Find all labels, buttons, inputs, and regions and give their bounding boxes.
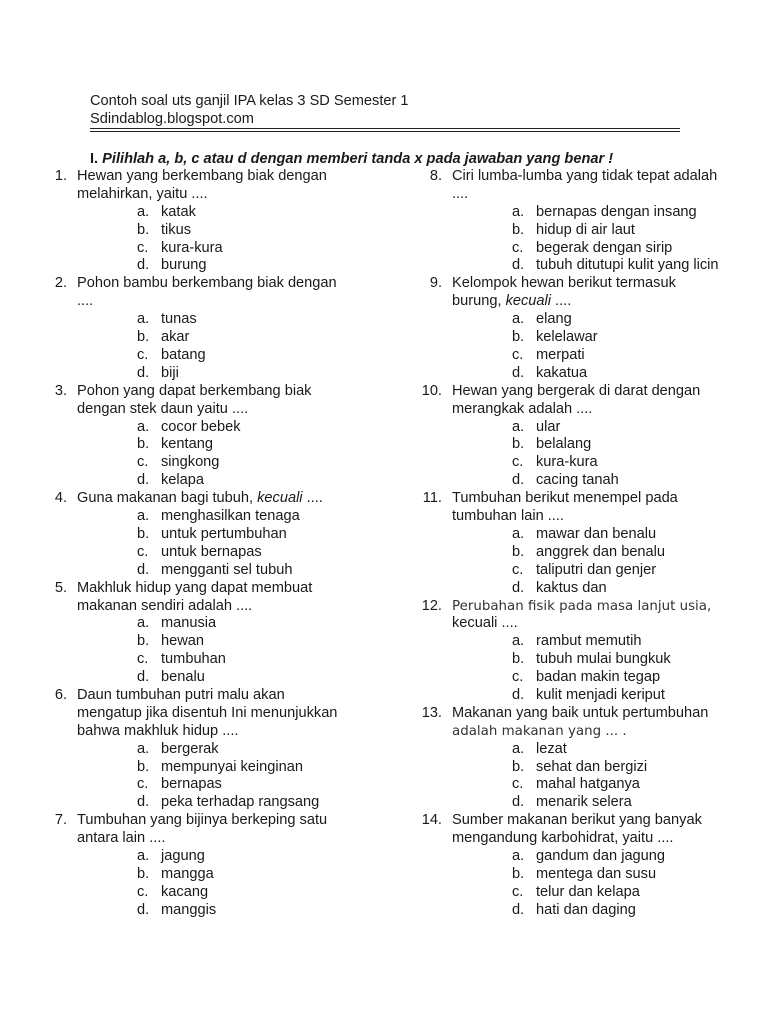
option-text: kaktus dan bbox=[536, 579, 607, 596]
option-text: ular bbox=[536, 418, 561, 435]
option-text: gandum dan jagung bbox=[536, 848, 666, 865]
question-number: 2. bbox=[54, 275, 67, 292]
option-text: tubuh mulai bungkuk bbox=[536, 651, 671, 668]
option-b[interactable] bbox=[77, 436, 385, 454]
option-text: sehat dan bergizi bbox=[536, 758, 648, 775]
option-text: manggis bbox=[161, 901, 217, 918]
option-b[interactable] bbox=[452, 651, 745, 669]
question-text: mengandung karbohidrat, yaitu .... bbox=[452, 830, 674, 847]
option-d[interactable] bbox=[77, 562, 385, 580]
option-c[interactable] bbox=[77, 776, 385, 794]
option-a[interactable] bbox=[452, 311, 745, 329]
option-text: tumbuhan bbox=[161, 651, 226, 668]
question-text: kecuali .... bbox=[452, 615, 518, 632]
option-a[interactable] bbox=[77, 419, 385, 437]
option-text: tubuh ditutupi kulit yang licin bbox=[536, 257, 719, 274]
option-letter: a. bbox=[512, 311, 525, 328]
question-7 bbox=[40, 812, 385, 919]
option-letter: a. bbox=[137, 615, 150, 632]
option-b[interactable] bbox=[77, 759, 385, 777]
option-letter: d. bbox=[137, 669, 150, 686]
question-number: 4. bbox=[54, 490, 67, 507]
option-text: elang bbox=[536, 311, 572, 328]
option-text: untuk bernapas bbox=[161, 543, 262, 560]
questions-column-left bbox=[40, 168, 385, 920]
option-letter: b. bbox=[137, 758, 150, 775]
question-number: 5. bbox=[54, 579, 67, 596]
option-letter: d. bbox=[512, 579, 525, 596]
question-4 bbox=[40, 490, 385, 579]
option-letter: c. bbox=[512, 346, 524, 363]
question-text: dengan stek daun yaitu .... bbox=[77, 400, 249, 417]
option-letter: a. bbox=[137, 508, 150, 525]
section-number: I. bbox=[90, 151, 99, 167]
question-text: Pohon bambu berkembang biak dengan bbox=[77, 275, 337, 292]
question-text: Makhluk hidup yang dapat membuat bbox=[77, 579, 313, 596]
option-letter: a. bbox=[137, 203, 150, 220]
option-letter: c. bbox=[512, 883, 524, 900]
option-list bbox=[77, 311, 385, 383]
question-text: Sumber makanan berikut yang banyak bbox=[452, 812, 702, 829]
option-a[interactable] bbox=[77, 848, 385, 866]
option-letter: b. bbox=[137, 633, 150, 650]
option-d[interactable] bbox=[452, 687, 745, 705]
option-list bbox=[452, 526, 745, 598]
option-text: kacang bbox=[161, 883, 209, 900]
option-text: manusia bbox=[161, 615, 217, 632]
option-letter: b. bbox=[512, 651, 525, 668]
option-text: peka terhadap rangsang bbox=[161, 794, 320, 811]
question-11 bbox=[415, 490, 745, 597]
option-b[interactable] bbox=[77, 526, 385, 544]
option-a[interactable] bbox=[452, 419, 745, 437]
option-list bbox=[77, 204, 385, 276]
option-letter: a. bbox=[137, 848, 150, 865]
option-text: hati dan daging bbox=[536, 901, 636, 918]
option-a[interactable] bbox=[77, 311, 385, 329]
option-b[interactable] bbox=[77, 329, 385, 347]
option-b[interactable] bbox=[452, 544, 745, 562]
option-text: hidup di air laut bbox=[536, 221, 635, 238]
option-text: untuk pertumbuhan bbox=[161, 525, 287, 542]
option-letter: b. bbox=[137, 525, 150, 542]
option-letter: c. bbox=[512, 239, 524, 256]
option-letter: d. bbox=[137, 901, 150, 918]
question-text: makanan sendiri adalah .... bbox=[77, 597, 253, 614]
question-text: .... bbox=[77, 293, 94, 310]
option-d[interactable] bbox=[77, 794, 385, 812]
option-letter: a. bbox=[512, 203, 525, 220]
question-6 bbox=[40, 687, 385, 812]
option-list bbox=[452, 311, 745, 383]
option-c[interactable] bbox=[452, 669, 745, 687]
option-letter: d. bbox=[512, 472, 525, 489]
question-text: Kelompok hewan berikut termasuk bbox=[452, 275, 676, 292]
option-d[interactable] bbox=[452, 257, 745, 275]
question-number: 6. bbox=[54, 686, 67, 703]
option-letter: c. bbox=[137, 239, 149, 256]
option-text: akar bbox=[161, 329, 190, 346]
question-number: 8. bbox=[429, 168, 442, 184]
option-c[interactable] bbox=[452, 240, 745, 258]
option-text: rambut memutih bbox=[536, 633, 642, 650]
option-text: bernapas dengan insang bbox=[536, 203, 697, 220]
question-text: antara lain .... bbox=[77, 830, 166, 847]
option-d[interactable] bbox=[452, 472, 745, 490]
option-text: batang bbox=[161, 346, 206, 363]
question-number: 7. bbox=[54, 812, 67, 829]
option-letter: d. bbox=[137, 794, 150, 811]
document-header bbox=[90, 92, 690, 128]
document-title: Contoh soal uts ganjil IPA kelas 3 SD Semester 1 bbox=[90, 93, 409, 109]
option-letter: d. bbox=[137, 257, 150, 274]
header-divider-thin bbox=[90, 128, 680, 129]
question-text: Hewan yang bergerak di darat dengan bbox=[452, 382, 701, 399]
option-list bbox=[452, 741, 745, 813]
option-text: benalu bbox=[161, 669, 205, 686]
option-c[interactable] bbox=[452, 454, 745, 472]
option-letter: c. bbox=[512, 776, 524, 793]
question-14 bbox=[415, 812, 745, 919]
option-d[interactable] bbox=[452, 794, 745, 812]
option-b[interactable] bbox=[452, 866, 745, 884]
option-letter: a. bbox=[137, 311, 150, 328]
question-2 bbox=[40, 275, 385, 382]
question-1 bbox=[40, 168, 385, 275]
option-a[interactable] bbox=[77, 508, 385, 526]
option-letter: a. bbox=[137, 740, 150, 757]
option-letter: d. bbox=[137, 472, 150, 489]
option-letter: b. bbox=[512, 436, 525, 453]
option-letter: d. bbox=[512, 257, 525, 274]
option-c[interactable] bbox=[77, 651, 385, 669]
option-text: kulit menjadi keriput bbox=[536, 686, 665, 703]
option-a[interactable] bbox=[77, 204, 385, 222]
option-text: telur dan kelapa bbox=[536, 883, 640, 900]
option-text: lezat bbox=[536, 740, 567, 757]
question-text: Hewan yang berkembang biak dengan bbox=[77, 168, 327, 184]
question-number: 3. bbox=[54, 382, 67, 399]
question-text-part: .... bbox=[551, 293, 572, 310]
option-letter: a. bbox=[512, 740, 525, 757]
option-letter: d. bbox=[137, 364, 150, 381]
option-text: kentang bbox=[161, 436, 213, 453]
option-a[interactable] bbox=[77, 741, 385, 759]
question-13 bbox=[415, 705, 745, 812]
option-letter: c. bbox=[137, 543, 149, 560]
question-5 bbox=[40, 580, 385, 687]
option-text: kura-kura bbox=[161, 239, 223, 256]
option-d[interactable] bbox=[77, 902, 385, 920]
section-instruction bbox=[90, 150, 650, 168]
option-list bbox=[452, 633, 745, 705]
option-a[interactable] bbox=[452, 204, 745, 222]
question-number: 12. bbox=[421, 597, 442, 614]
question-text bbox=[452, 293, 745, 311]
option-c[interactable] bbox=[77, 347, 385, 365]
option-text: cocor bebek bbox=[161, 418, 241, 435]
header-divider-thick bbox=[90, 131, 680, 132]
questions-column-right bbox=[415, 168, 745, 920]
option-list bbox=[77, 615, 385, 687]
site-name: Sdindablog.blogspot.com bbox=[90, 111, 254, 127]
option-text: mentega dan susu bbox=[536, 865, 657, 882]
question-text: Daun tumbuhan putri malu akan bbox=[77, 686, 285, 703]
option-b[interactable] bbox=[77, 633, 385, 651]
question-number: 13. bbox=[421, 704, 442, 721]
option-b[interactable] bbox=[452, 436, 745, 454]
option-letter: b. bbox=[512, 543, 525, 560]
question-text: melahirkan, yaitu .... bbox=[77, 185, 208, 202]
question-text: tumbuhan lain .... bbox=[452, 508, 564, 525]
option-c[interactable] bbox=[77, 544, 385, 562]
question-number: 1. bbox=[54, 168, 67, 184]
option-b[interactable] bbox=[452, 329, 745, 347]
option-letter: d. bbox=[512, 794, 525, 811]
question-text: Pohon yang dapat berkembang biak bbox=[77, 382, 312, 399]
option-letter: b. bbox=[137, 329, 150, 346]
question-number: 11. bbox=[422, 490, 442, 507]
option-letter: a. bbox=[512, 633, 525, 650]
option-letter: c. bbox=[137, 776, 149, 793]
option-text: belalang bbox=[536, 436, 592, 453]
option-text: bergerak bbox=[161, 740, 219, 757]
option-list bbox=[77, 508, 385, 580]
question-text bbox=[77, 490, 385, 508]
option-letter: c. bbox=[512, 561, 524, 578]
option-text: singkong bbox=[161, 454, 220, 471]
question-text-part: burung, bbox=[452, 293, 506, 310]
question-number: 9. bbox=[429, 275, 442, 292]
option-c[interactable] bbox=[77, 454, 385, 472]
option-text: hewan bbox=[161, 633, 205, 650]
instruction-text: Pilihlah a, b, c atau d dengan memberi tanda x pada jawaban yang benar ! bbox=[102, 151, 614, 167]
option-text: mahal hatganya bbox=[536, 776, 640, 793]
option-letter: d. bbox=[512, 364, 525, 381]
question-text: Tumbuhan berikut menempel pada bbox=[452, 490, 678, 507]
option-c[interactable] bbox=[452, 347, 745, 365]
option-list bbox=[452, 204, 745, 276]
option-text: mempunyai keinginan bbox=[161, 758, 303, 775]
option-letter: c. bbox=[137, 454, 149, 471]
option-letter: b. bbox=[512, 221, 525, 238]
question-text: Ciri lumba-lumba yang tidak tepat adalah bbox=[452, 168, 718, 184]
option-text: tikus bbox=[161, 221, 192, 238]
option-text: anggrek dan benalu bbox=[536, 543, 666, 560]
option-letter: d. bbox=[512, 901, 525, 918]
option-letter: a. bbox=[512, 848, 525, 865]
option-a[interactable] bbox=[452, 633, 745, 651]
option-text: burung bbox=[161, 257, 207, 274]
option-b[interactable] bbox=[452, 759, 745, 777]
option-c[interactable] bbox=[77, 884, 385, 902]
option-d[interactable] bbox=[452, 580, 745, 598]
question-8 bbox=[415, 168, 745, 275]
option-d[interactable] bbox=[452, 902, 745, 920]
question-text: Tumbuhan yang bijinya berkeping satu bbox=[77, 812, 328, 829]
option-letter: b. bbox=[512, 865, 525, 882]
option-letter: b. bbox=[137, 865, 150, 882]
option-letter: c. bbox=[512, 454, 524, 471]
option-text: taliputri dan genjer bbox=[536, 561, 657, 578]
option-d[interactable] bbox=[77, 669, 385, 687]
option-text: kelelawar bbox=[536, 329, 598, 346]
question-text: Perubahan fisik pada masa lanjut usia, bbox=[452, 598, 712, 614]
option-text: menarik selera bbox=[536, 794, 632, 811]
option-d[interactable] bbox=[77, 472, 385, 490]
option-text: badan makin tegap bbox=[536, 669, 661, 686]
option-text: mengganti sel tubuh bbox=[161, 561, 293, 578]
option-list bbox=[77, 848, 385, 920]
option-text: merpati bbox=[536, 346, 585, 363]
option-text: kakatua bbox=[536, 364, 588, 381]
option-letter: b. bbox=[512, 758, 525, 775]
option-text: mawar dan benalu bbox=[536, 525, 657, 542]
emphasis-kecuali: kecuali bbox=[257, 490, 303, 507]
option-b[interactable] bbox=[77, 222, 385, 240]
option-text: katak bbox=[161, 203, 196, 220]
option-letter: b. bbox=[137, 436, 150, 453]
option-text: kelapa bbox=[161, 472, 205, 489]
option-list bbox=[77, 741, 385, 813]
option-text: mangga bbox=[161, 865, 214, 882]
option-c[interactable] bbox=[452, 776, 745, 794]
question-9 bbox=[415, 275, 745, 382]
option-text: bernapas bbox=[161, 776, 222, 793]
option-letter: b. bbox=[512, 329, 525, 346]
option-letter: c. bbox=[137, 883, 149, 900]
option-text: cacing tanah bbox=[536, 472, 619, 489]
question-text: merangkak adalah .... bbox=[452, 400, 593, 417]
option-a[interactable] bbox=[452, 848, 745, 866]
question-3 bbox=[40, 383, 385, 490]
option-text: begerak dengan sirip bbox=[536, 239, 673, 256]
emphasis-kecuali: kecuali bbox=[505, 293, 551, 310]
option-text: biji bbox=[161, 364, 179, 381]
question-text: adalah makanan yang ... . bbox=[452, 723, 627, 739]
option-d[interactable] bbox=[77, 365, 385, 383]
option-letter: a. bbox=[137, 418, 150, 435]
option-text: jagung bbox=[161, 848, 205, 865]
option-d[interactable] bbox=[77, 257, 385, 275]
option-c[interactable] bbox=[452, 884, 745, 902]
option-letter: d. bbox=[137, 561, 150, 578]
option-letter: a. bbox=[512, 418, 525, 435]
question-number: 10. bbox=[421, 382, 442, 399]
option-c[interactable] bbox=[452, 562, 745, 580]
option-letter: c. bbox=[512, 669, 524, 686]
option-text: kura-kura bbox=[536, 454, 598, 471]
question-12 bbox=[415, 598, 745, 705]
option-list bbox=[452, 848, 745, 920]
option-a[interactable] bbox=[452, 526, 745, 544]
question-number: 14. bbox=[421, 812, 442, 829]
option-letter: c. bbox=[137, 651, 149, 668]
option-d[interactable] bbox=[452, 365, 745, 383]
option-list bbox=[77, 419, 385, 491]
option-b[interactable] bbox=[452, 222, 745, 240]
question-text: Makanan yang baik untuk pertumbuhan bbox=[452, 704, 709, 721]
question-text-part: .... bbox=[302, 490, 323, 507]
question-10 bbox=[415, 383, 745, 490]
option-list bbox=[452, 419, 745, 491]
option-b[interactable] bbox=[77, 866, 385, 884]
question-text: .... bbox=[452, 185, 469, 202]
option-c[interactable] bbox=[77, 240, 385, 258]
question-text: bahwa makhluk hidup .... bbox=[77, 722, 239, 739]
question-text-part: Guna makanan bagi tubuh, bbox=[77, 490, 258, 507]
option-a[interactable] bbox=[77, 615, 385, 633]
option-a[interactable] bbox=[452, 741, 745, 759]
option-letter: a. bbox=[512, 525, 525, 542]
question-text: mengatup jika disentuh Ini menunjukkan bbox=[77, 704, 338, 721]
option-letter: c. bbox=[137, 346, 149, 363]
option-letter: d. bbox=[512, 686, 525, 703]
option-text: tunas bbox=[161, 311, 197, 328]
option-text: menghasilkan tenaga bbox=[161, 508, 300, 525]
option-letter: b. bbox=[137, 221, 150, 238]
